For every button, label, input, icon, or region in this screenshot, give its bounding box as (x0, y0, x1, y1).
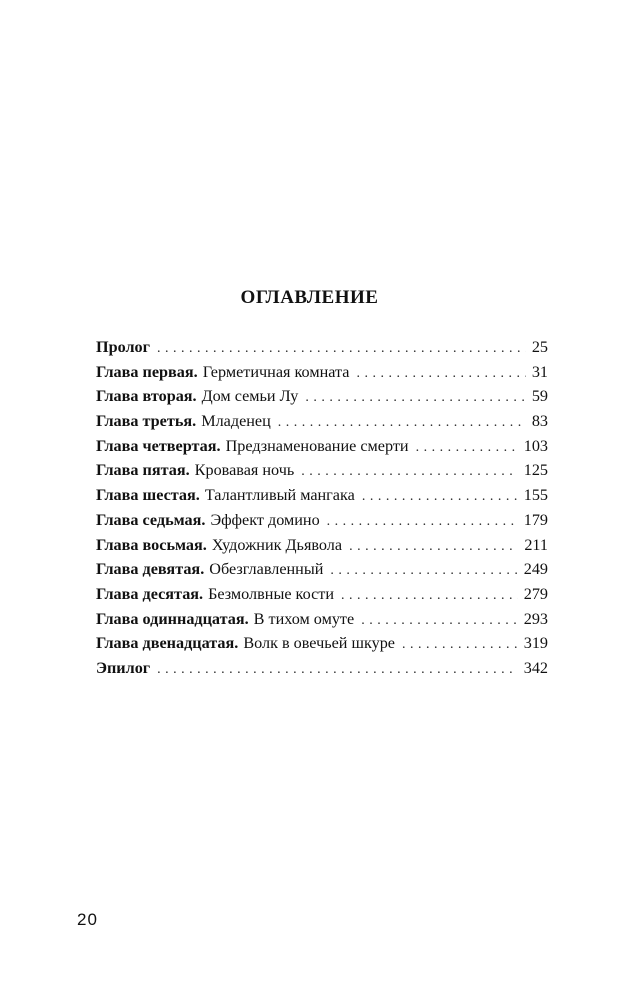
toc-list (96, 335, 548, 681)
toc-entry-title: Дом семьи Лу (201, 387, 299, 406)
toc-entry-chapter-2[interactable] (96, 384, 548, 409)
toc-entry-text (96, 631, 395, 656)
toc-entry-title: Волк в овечьей шкуре (243, 634, 395, 653)
dot-leader (341, 584, 518, 609)
dot-leader (327, 510, 518, 535)
toc-entry-title: В тихом омуте (253, 609, 355, 628)
toc-entry-label: Глава вторая. (96, 387, 197, 406)
toc-entry-text (96, 483, 355, 508)
toc-entry-page: 83 (531, 412, 548, 431)
dot-leader (305, 386, 526, 411)
toc-entry-text (96, 557, 323, 582)
toc-entry-title: Младенец (201, 412, 271, 431)
toc-entry-text (96, 384, 298, 409)
toc-entry-label: Глава первая. (96, 362, 198, 381)
toc-entry-title: Обезглавленный (209, 560, 324, 579)
toc-entry-label: Пролог (96, 338, 151, 356)
dot-leader (402, 633, 518, 658)
toc-entry-title: Герметичная комната (202, 362, 350, 381)
toc-entry-chapter-4[interactable] (96, 434, 548, 459)
toc-entry-title: Эффект домино (210, 510, 320, 529)
toc-entry-label: Глава одиннадцатая. (96, 609, 249, 628)
toc-entry-label: Глава девятая. (96, 560, 205, 579)
dot-leader (330, 559, 517, 584)
toc-entry-page: 25 (531, 338, 548, 356)
toc-entry-page: 293 (523, 609, 548, 628)
toc-entry-page: 103 (523, 436, 548, 455)
toc-entry-label: Глава третья. (96, 412, 197, 431)
toc-entry-chapter-6[interactable] (96, 483, 548, 508)
toc-entry-chapter-9[interactable] (96, 557, 548, 582)
toc-entry-page: 319 (523, 634, 548, 653)
toc-entry-label: Эпилог (96, 658, 151, 677)
dot-leader (361, 609, 518, 634)
toc-entry-title: Безмолвные кости (208, 584, 335, 603)
toc-entry-text (96, 335, 150, 360)
toc-entry-chapter-7[interactable] (96, 508, 548, 533)
page-number: 20 (77, 910, 98, 929)
toc-entry-page: 249 (523, 560, 548, 579)
toc-entry-chapter-12[interactable] (96, 631, 548, 656)
toc-entry-title: Кровавая ночь (194, 461, 295, 480)
dot-leader (157, 337, 526, 362)
toc-entry-label: Глава десятая. (96, 584, 204, 603)
toc-entry-label: Глава седьмая. (96, 510, 206, 529)
toc-entry-text (96, 508, 320, 533)
toc-entry-prologue[interactable] (96, 335, 548, 360)
toc-entry-chapter-5[interactable] (96, 458, 548, 483)
dot-leader (416, 436, 518, 461)
dot-leader (301, 460, 517, 485)
toc-entry-page: 155 (523, 486, 548, 505)
toc-entry-epilogue[interactable] (96, 656, 548, 681)
toc-entry-label: Глава пятая. (96, 461, 190, 480)
toc-entry-chapter-8[interactable] (96, 533, 548, 558)
dot-leader (356, 362, 525, 387)
toc-entry-title: Художник Дьявола (211, 535, 343, 554)
dot-leader (157, 658, 518, 683)
toc-entry-chapter-1[interactable] (96, 360, 548, 385)
toc-entry-text (96, 434, 409, 459)
dot-leader (278, 411, 526, 436)
toc-entry-page: 59 (531, 387, 548, 406)
dot-leader (362, 485, 518, 510)
toc-entry-label: Глава четвертая. (96, 436, 221, 455)
toc-entry-page: 279 (523, 584, 548, 603)
toc-entry-title: Талантливый мангака (204, 486, 355, 505)
dot-leader (349, 535, 518, 560)
toc-entry-label: Глава восьмая. (96, 535, 207, 554)
toc-entry-text (96, 409, 271, 434)
toc-entry-chapter-11[interactable] (96, 607, 548, 632)
toc-entry-page: 125 (523, 461, 548, 480)
toc-entry-title: Предзнаменование смерти (225, 436, 409, 455)
toc-entry-label: Глава двенадцатая. (96, 634, 239, 653)
toc-heading: ОГЛАВЛЕНИЕ (240, 287, 379, 308)
toc-entry-label: Глава шестая. (96, 486, 200, 505)
toc-entry-page: 342 (523, 658, 548, 677)
toc-entry-page: 179 (523, 510, 548, 529)
toc-entry-chapter-3[interactable] (96, 409, 548, 434)
toc-entry-text (96, 607, 354, 632)
toc-entry-chapter-10[interactable] (96, 582, 548, 607)
toc-entry-text (96, 458, 294, 483)
toc-entry-text (96, 360, 349, 385)
toc-entry-page: 31 (531, 362, 548, 381)
toc-entry-text (96, 533, 342, 558)
toc-entry-text (96, 582, 334, 607)
toc-entry-page: 211 (524, 535, 548, 554)
toc-entry-text (96, 656, 150, 681)
